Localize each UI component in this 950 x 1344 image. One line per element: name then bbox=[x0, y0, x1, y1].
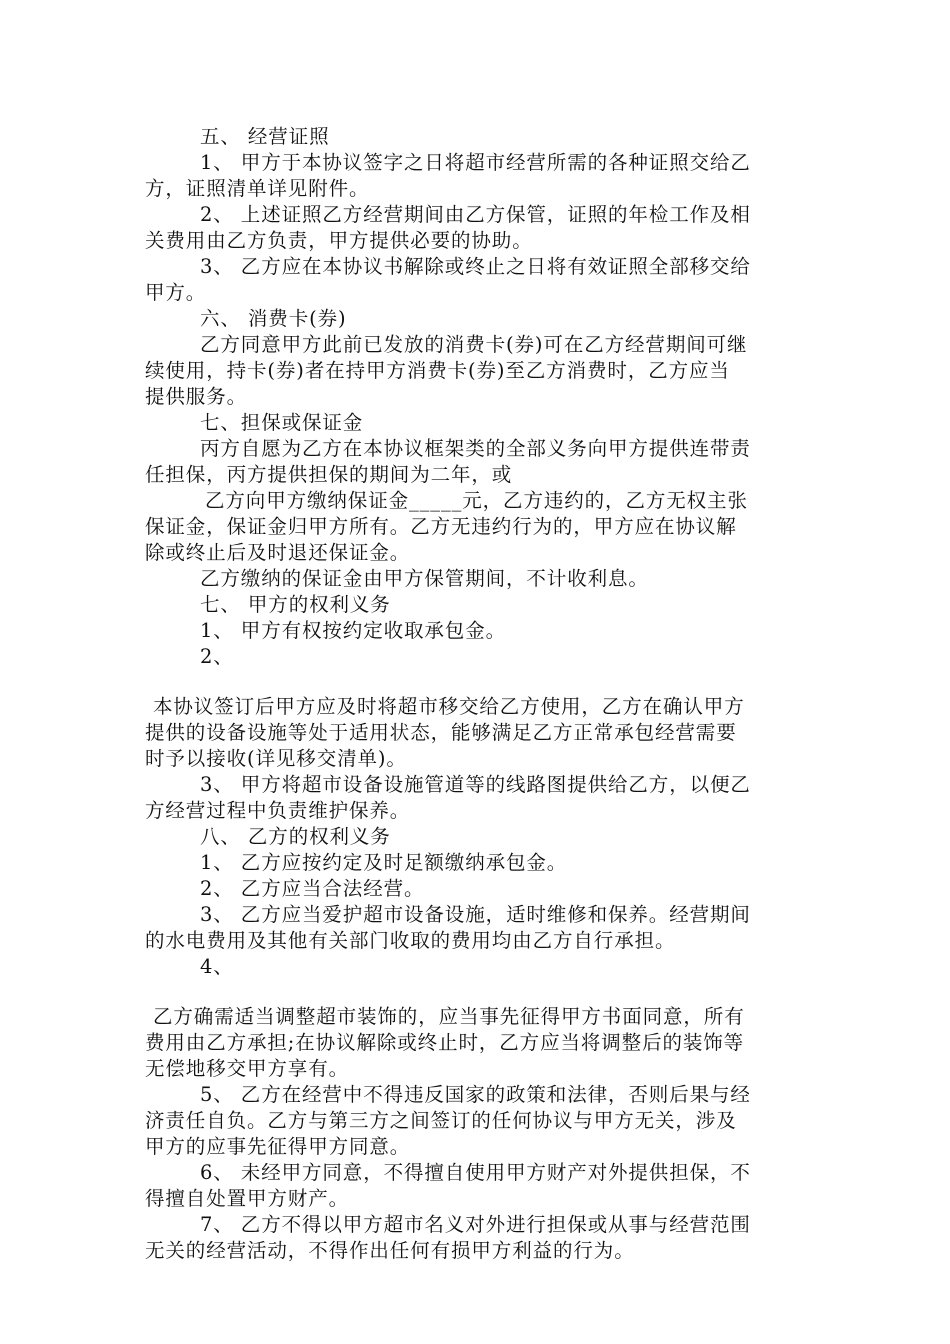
paragraph-line: 得擅自处置甲方财产。 bbox=[145, 1187, 350, 1210]
paragraph-line: 3、 乙方应当爱护超市设备设施，适时维修和保养。经营期间 bbox=[200, 903, 751, 926]
paragraph-line: 1、 乙方应按约定及时足额缴纳承包金。 bbox=[200, 851, 568, 874]
section-heading-6: 六、 消费卡(券) bbox=[200, 307, 347, 330]
paragraph-line: 乙方缴纳的保证金由甲方保管期间，不计收利息。 bbox=[200, 567, 649, 590]
paragraph-line: 费用由乙方承担;在协议解除或终止时，乙方应当将调整后的装饰等 bbox=[145, 1031, 745, 1054]
paragraph-line: 6、 未经甲方同意，不得擅自使用甲方财产对外提供担保，不 bbox=[200, 1161, 751, 1184]
paragraph-line: 提供服务。 bbox=[145, 385, 248, 408]
paragraph-line: 甲方的应事先征得甲方同意。 bbox=[145, 1135, 411, 1158]
paragraph-line: 5、 乙方在经营中不得违反国家的政策和法律，否则后果与经 bbox=[200, 1083, 751, 1106]
paragraph-line: 3、 甲方将超市设备设施管道等的线路图提供给乙方，以便乙 bbox=[200, 773, 751, 796]
section-heading-8: 八、 乙方的权利义务 bbox=[200, 825, 391, 848]
paragraph-line: 甲方。 bbox=[145, 281, 207, 304]
paragraph-line: 3、 乙方应在本协议书解除或终止之日将有效证照全部移交给 bbox=[200, 255, 751, 278]
paragraph-line: 本协议签订后甲方应及时将超市移交给乙方使用，乙方在确认甲方 bbox=[153, 695, 745, 718]
paragraph-line: 济责任自负。乙方与第三方之间签订的任何协议与甲方无关，涉及 bbox=[145, 1109, 737, 1132]
paragraph-line: 乙方同意甲方此前已发放的消费卡(券)可在乙方经营期间可继 bbox=[200, 333, 748, 356]
paragraph-line: 时予以接收(详见移交清单)。 bbox=[145, 747, 407, 770]
paragraph-line: 除或终止后及时退还保证金。 bbox=[145, 541, 411, 564]
section-heading-5: 五、 经营证照 bbox=[200, 125, 330, 148]
paragraph-line: 1、 甲方有权按约定收取承包金。 bbox=[200, 619, 507, 642]
item-number: 4、 bbox=[200, 955, 234, 978]
paragraph-line: 保证金，保证金归甲方所有。乙方无违约行为的，甲方应在协议解 bbox=[145, 515, 737, 538]
paragraph-line: 7、 乙方不得以甲方超市名义对外进行担保或从事与经营范围 bbox=[200, 1213, 751, 1236]
paragraph-line: 任担保，丙方提供担保的期间为二年，或 bbox=[145, 463, 513, 486]
paragraph-line: 提供的设备设施等处于适用状态，能够满足乙方正常承包经营需要 bbox=[145, 721, 737, 744]
paragraph-line: 方，证照清单详见附件。 bbox=[145, 177, 370, 200]
paragraph-line: 无关的经营活动，不得作出任何有损甲方利益的行为。 bbox=[145, 1239, 635, 1262]
paragraph-line: 2、 上述证照乙方经营期间由乙方保管，证照的年检工作及相 bbox=[200, 203, 751, 226]
section-heading-7a: 七、担保或保证金 bbox=[200, 411, 364, 434]
paragraph-line: 乙方向甲方缴纳保证金_____元，乙方违约的，乙方无权主张 bbox=[205, 489, 748, 512]
paragraph-line: 乙方确需适当调整超市装饰的，应当事先征得甲方书面同意，所有 bbox=[153, 1005, 745, 1028]
item-number: 2、 bbox=[200, 645, 234, 668]
paragraph-line: 无偿地移交甲方享有。 bbox=[145, 1057, 350, 1080]
paragraph-line: 方经营过程中负责维护保养。 bbox=[145, 799, 411, 822]
paragraph-line: 2、 乙方应当合法经营。 bbox=[200, 877, 425, 900]
section-heading-7b: 七、 甲方的权利义务 bbox=[200, 593, 391, 616]
paragraph-line: 续使用，持卡(券)者在持甲方消费卡(券)至乙方消费时，乙方应当 bbox=[145, 359, 730, 382]
paragraph-line: 的水电费用及其他有关部门收取的费用均由乙方自行承担。 bbox=[145, 929, 676, 952]
paragraph-line: 1、 甲方于本协议签字之日将超市经营所需的各种证照交给乙 bbox=[200, 151, 751, 174]
paragraph-line: 丙方自愿为乙方在本协议框架类的全部义务向甲方提供连带责 bbox=[200, 437, 751, 460]
paragraph-line: 关费用由乙方负责，甲方提供必要的协助。 bbox=[145, 229, 533, 252]
